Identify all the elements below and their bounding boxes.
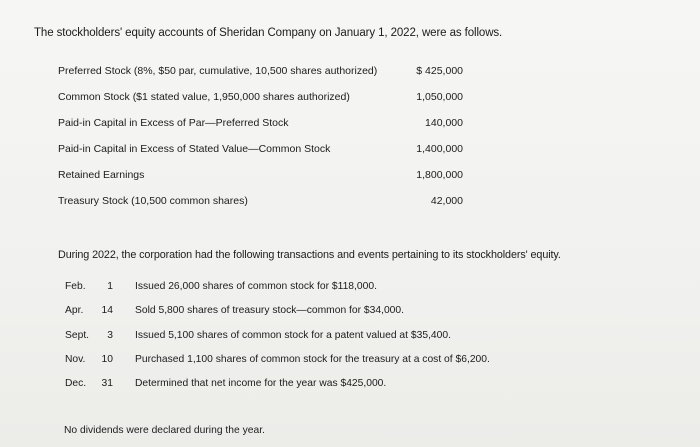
transaction-month: Dec. [65,378,87,389]
account-label: Treasury Stock (10,500 common shares) [58,195,248,207]
account-amount: 1,050,000 [416,91,463,103]
account-amount: 1,800,000 [416,169,463,181]
transaction-month: Apr. [65,305,84,316]
intro-text: The stockholders' equity accounts of Sheridan Company on January 1, 2022, were as follows. [34,27,503,39]
transaction-day: 3 [107,330,113,341]
account-label: Preferred Stock (8%, $50 par, cumulative, 10,500 shares authorized) [58,65,378,77]
account-row [58,117,463,133]
transaction-description: Issued 26,000 shares of common stock for $118,000. [135,281,377,292]
transactions-intro: During 2022, the corporation had the following transactions and events pertaining to its stockholders' equity. [58,249,561,261]
account-label: Paid-in Capital in Excess of Par—Preferred Stock [58,117,289,129]
account-row [58,195,463,211]
account-amount: 1,400,000 [416,143,463,155]
transaction-day: 31 [101,378,113,389]
transaction-description: Sold 5,800 shares of treasury stock—common for $34,000. [135,305,405,316]
transaction-day: 1 [107,281,113,292]
account-label: Paid-in Capital in Excess of Stated Value—Common Stock [58,143,331,155]
footnote: No dividends were declared during the year. [64,425,265,436]
account-label: Common Stock ($1 stated value, 1,950,000 shares authorized) [58,91,350,103]
transaction-description: Issued 5,100 shares of common stock for a patent valued at $35,400. [135,330,451,341]
account-amount: $ 425,000 [416,65,463,77]
account-row [58,143,463,159]
transaction-day: 10 [101,354,113,365]
transaction-description: Determined that net income for the year was $425,000. [135,378,387,389]
account-amount: 42,000 [430,195,463,207]
account-row [58,91,463,107]
transaction-month: Nov. [65,354,86,365]
transaction-month: Sept. [65,330,90,341]
transaction-day: 14 [101,305,113,316]
transaction-month: Feb. [65,281,86,292]
transaction-description: Purchased 1,100 shares of common stock for the treasury at a cost of $6,200. [135,354,490,365]
account-label: Retained Earnings [58,169,145,181]
account-row [58,65,463,81]
account-row [58,169,463,185]
account-amount: 140,000 [425,117,463,129]
